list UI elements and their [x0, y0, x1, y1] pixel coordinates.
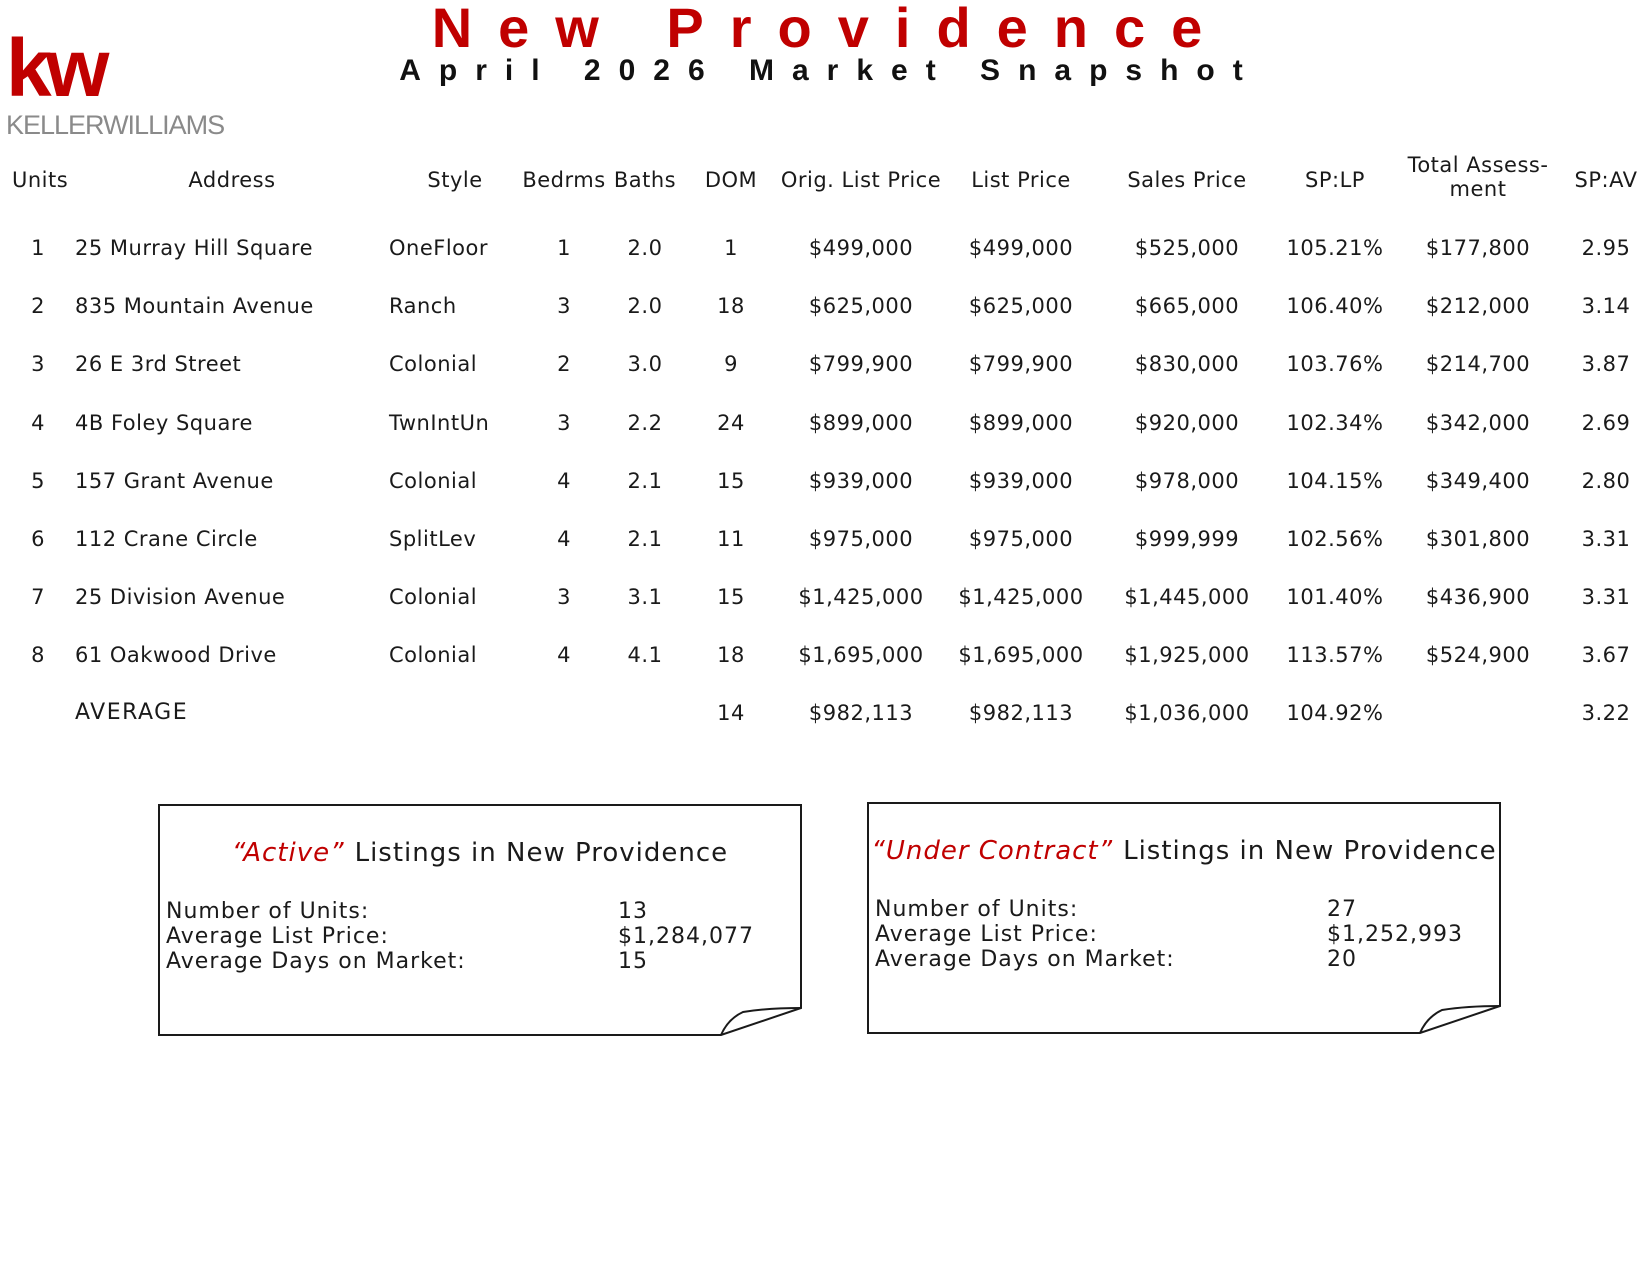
cell-orig-list-price: $625,000 [808, 294, 914, 318]
cell-orig-list-price: $799,900 [808, 352, 914, 376]
cell-address: 4B Foley Square [75, 411, 253, 435]
cell-baths: 3.1 [627, 585, 663, 609]
cell-baths: 2.0 [627, 294, 663, 318]
cell-bedrooms: 3 [557, 294, 571, 318]
cell-list-price: $625,000 [968, 294, 1074, 318]
active-units-value: 13 [618, 899, 648, 924]
cell-sp-av: 3.67 [1581, 643, 1631, 667]
cell-list-price: $799,900 [968, 352, 1074, 376]
header-list-price: List Price [971, 168, 1071, 192]
keller-williams-logo [6, 23, 246, 148]
cell-dom: 18 [717, 294, 745, 318]
cell-sp-av: 3.31 [1581, 585, 1631, 609]
cell-sp-lp: 106.40% [1286, 294, 1384, 318]
cell-sales-price: $978,000 [1134, 469, 1240, 493]
cell-sp-lp: 101.40% [1286, 585, 1384, 609]
cell-sp-av: 3.31 [1581, 527, 1631, 551]
contract-units-value: 27 [1327, 897, 1357, 922]
cell-address: 26 E 3rd Street [75, 352, 242, 376]
cell-unit: 7 [31, 585, 45, 609]
cell-address: 61 Oakwood Drive [75, 643, 277, 667]
active-avg-dom-label: Average Days on Market: [166, 949, 466, 974]
cell-orig-list-price: $939,000 [808, 469, 914, 493]
cell-list-price: $899,000 [968, 411, 1074, 435]
cell-orig-list-price: $899,000 [808, 411, 914, 435]
cell-style: SplitLev [389, 527, 477, 551]
cell-sp-lp: 105.21% [1286, 236, 1384, 260]
header-address: Address [188, 168, 276, 192]
cell-sales-price: $999,999 [1134, 527, 1240, 551]
cell-total-assessment: $214,700 [1425, 352, 1531, 376]
cell-address: 25 Division Avenue [75, 585, 286, 609]
cell-orig-list-price: $975,000 [808, 527, 914, 551]
cell-unit: 2 [31, 294, 45, 318]
cell-address: 25 Murray Hill Square [75, 236, 314, 260]
cell-bedrooms: 1 [557, 236, 571, 260]
cell-bedrooms: 4 [557, 469, 571, 493]
header-style: Style [427, 168, 483, 192]
average-sales-price: $1,036,000 [1124, 701, 1250, 725]
cell-sp-lp: 113.57% [1286, 643, 1384, 667]
cell-baths: 3.0 [627, 352, 663, 376]
active-avg-price-value: $1,284,077 [618, 924, 754, 949]
contract-avg-dom-value: 20 [1327, 947, 1357, 972]
cell-sp-av: 2.95 [1581, 236, 1631, 260]
page-subtitle: April 2026 Market Snapshot [399, 54, 1261, 87]
header-total-assessment-line1: Total Assess- [1407, 153, 1549, 177]
active-panel-title [158, 838, 802, 868]
cell-baths: 2.1 [627, 527, 663, 551]
cell-sales-price: $665,000 [1134, 294, 1240, 318]
header-dom: DOM [704, 168, 758, 192]
cell-list-price: $1,695,000 [958, 643, 1084, 667]
header-sp-av: SP:AV [1574, 168, 1638, 192]
cell-sales-price: $1,445,000 [1124, 585, 1250, 609]
under-contract-panel [867, 802, 1501, 1034]
header-total-assessment [1408, 153, 1549, 201]
header-baths: Baths [613, 168, 677, 192]
cell-baths: 2.0 [627, 236, 663, 260]
active-avg-dom-value: 15 [618, 949, 648, 974]
cell-total-assessment: $301,800 [1425, 527, 1531, 551]
cell-bedrooms: 4 [557, 643, 571, 667]
cell-list-price: $939,000 [968, 469, 1074, 493]
cell-sales-price: $830,000 [1134, 352, 1240, 376]
cell-bedrooms: 2 [557, 352, 571, 376]
cell-style: Colonial [389, 585, 478, 609]
cell-bedrooms: 4 [557, 527, 571, 551]
active-units-label: Number of Units: [166, 899, 370, 924]
average-label: AVERAGE [75, 700, 189, 725]
cell-orig-list-price: $499,000 [808, 236, 914, 260]
cell-unit: 1 [31, 236, 45, 260]
cell-sp-lp: 102.56% [1286, 527, 1384, 551]
page-title: New Providence [431, 0, 1229, 59]
cell-sales-price: $920,000 [1134, 411, 1240, 435]
cell-sp-lp: 102.34% [1286, 411, 1384, 435]
cell-bedrooms: 3 [557, 585, 571, 609]
header-bedrooms: Bedrms [522, 168, 606, 192]
header-sales-price: Sales Price [1127, 168, 1247, 192]
active-title-rest: Listings in New Providence [354, 838, 729, 868]
cell-dom: 9 [724, 352, 738, 376]
cell-address: 112 Crane Circle [75, 527, 258, 551]
cell-unit: 6 [31, 527, 45, 551]
cell-sp-av: 3.87 [1581, 352, 1631, 376]
cell-style: TwnIntUn [389, 411, 490, 435]
cell-bedrooms: 3 [557, 411, 571, 435]
active-highlight: “Active” [231, 838, 345, 868]
contract-avg-price-label: Average List Price: [875, 922, 1098, 947]
contract-highlight: “Under Contract” [871, 836, 1114, 866]
cell-style: Ranch [389, 294, 457, 318]
cell-dom: 24 [717, 411, 745, 435]
active-avg-price-label: Average List Price: [166, 924, 389, 949]
cell-style: Colonial [389, 352, 478, 376]
cell-sp-lp: 103.76% [1286, 352, 1384, 376]
contract-avg-price-value: $1,252,993 [1327, 922, 1463, 947]
cell-address: 835 Mountain Avenue [75, 294, 314, 318]
header-sp-lp: SP:LP [1305, 168, 1365, 192]
cell-sales-price: $525,000 [1134, 236, 1240, 260]
cell-style: Colonial [389, 469, 478, 493]
average-sp-lp: 104.92% [1286, 701, 1384, 725]
cell-unit: 8 [31, 643, 45, 667]
cell-dom: 15 [717, 469, 745, 493]
cell-total-assessment: $342,000 [1425, 411, 1531, 435]
header-units: Units [12, 168, 69, 192]
cell-orig-list-price: $1,695,000 [798, 643, 924, 667]
cell-dom: 15 [717, 585, 745, 609]
cell-sp-av: 2.80 [1581, 469, 1631, 493]
cell-dom: 18 [717, 643, 745, 667]
contract-title-rest: Listings in New Providence [1123, 836, 1497, 866]
average-orig-list-price: $982,113 [808, 701, 914, 725]
cell-baths: 2.2 [627, 411, 663, 435]
header-orig-list-price: Orig. List Price [780, 168, 942, 192]
cell-dom: 11 [717, 527, 745, 551]
cell-unit: 3 [31, 352, 45, 376]
cell-list-price: $975,000 [968, 527, 1074, 551]
cell-sp-lp: 104.15% [1286, 469, 1384, 493]
cell-total-assessment: $436,900 [1425, 585, 1531, 609]
active-listings-panel [158, 804, 802, 1036]
cell-baths: 4.1 [627, 643, 663, 667]
cell-baths: 2.1 [627, 469, 663, 493]
average-dom: 14 [717, 701, 745, 725]
cell-sp-av: 3.14 [1581, 294, 1631, 318]
cell-unit: 5 [31, 469, 45, 493]
cell-total-assessment: $349,400 [1425, 469, 1531, 493]
cell-style: Colonial [389, 643, 478, 667]
cell-dom: 1 [724, 236, 738, 260]
cell-sales-price: $1,925,000 [1124, 643, 1250, 667]
cell-total-assessment: $212,000 [1425, 294, 1531, 318]
cell-total-assessment: $177,800 [1425, 236, 1531, 260]
contract-panel-title [867, 836, 1501, 866]
cell-style: OneFloor [389, 236, 489, 260]
cell-list-price: $499,000 [968, 236, 1074, 260]
average-list-price: $982,113 [968, 701, 1074, 725]
contract-avg-dom-label: Average Days on Market: [875, 947, 1175, 972]
average-sp-av: 3.22 [1581, 701, 1631, 725]
cell-unit: 4 [31, 411, 45, 435]
contract-units-label: Number of Units: [875, 897, 1079, 922]
header-total-assessment-line2: ment [1449, 177, 1507, 201]
cell-sp-av: 2.69 [1581, 411, 1631, 435]
cell-list-price: $1,425,000 [958, 585, 1084, 609]
cell-total-assessment: $524,900 [1425, 643, 1531, 667]
kw-logo-mark: kw [6, 23, 104, 114]
cell-orig-list-price: $1,425,000 [798, 585, 924, 609]
cell-address: 157 Grant Avenue [75, 469, 274, 493]
logo-wordmark: KELLERWILLIAMS [6, 110, 225, 140]
